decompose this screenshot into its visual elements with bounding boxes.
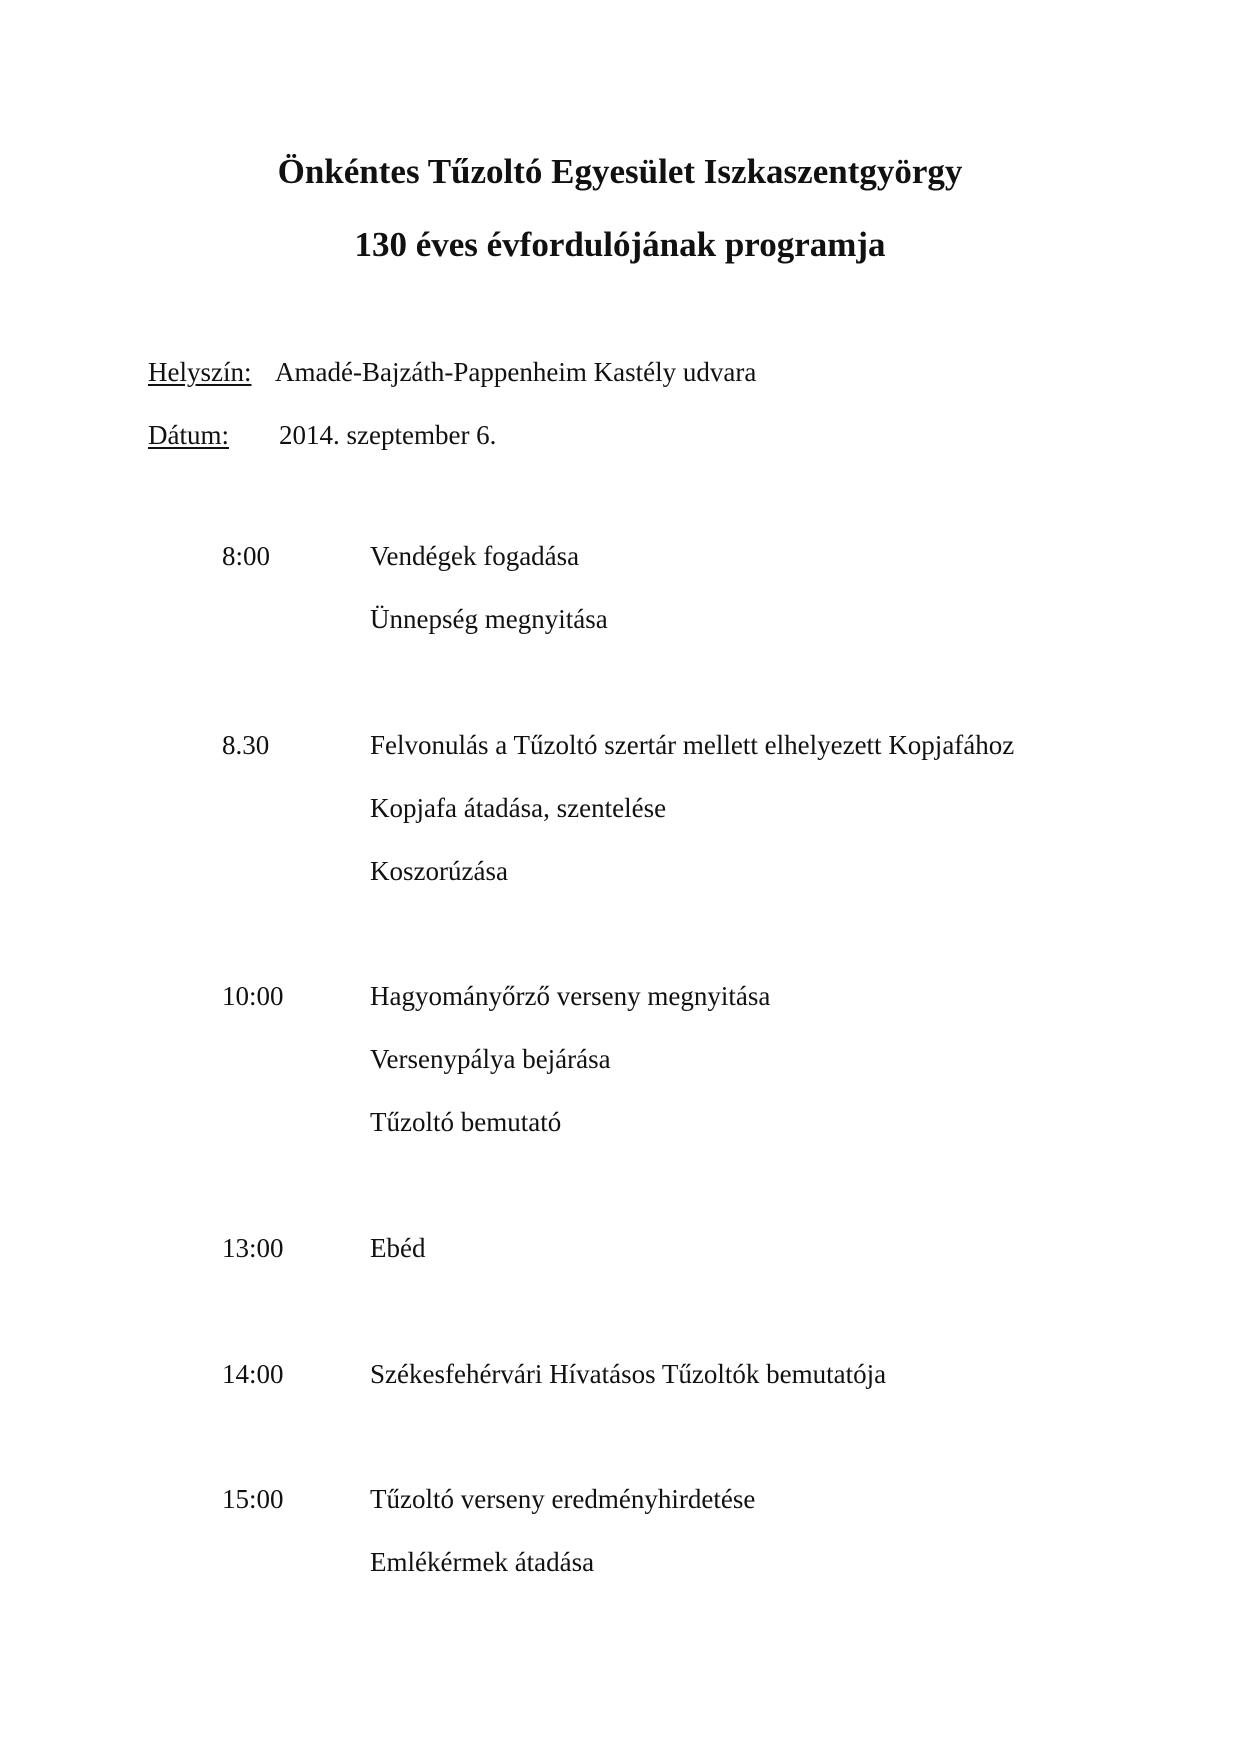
schedule-items	[370, 540, 608, 666]
schedule-items	[370, 1483, 755, 1609]
page-subtitle: 130 éves évfordulójának programja	[354, 225, 886, 264]
schedule-time: 8.30	[222, 730, 270, 760]
date-row	[148, 419, 497, 451]
schedule-item: Koszorúzása	[370, 856, 508, 886]
schedule-item: Felvonulás a Tűzoltó szertár mellett elhelyezett Kopjafához	[370, 730, 1015, 760]
location-row	[148, 356, 757, 388]
schedule-item: Székesfehérvári Hívatásos Tűzoltók bemutatója	[370, 1359, 887, 1389]
schedule-item: Versenypálya bejárása	[370, 1044, 611, 1074]
schedule-items	[370, 980, 770, 1169]
schedule-items	[370, 1232, 425, 1295]
date-label: Dátum:	[148, 420, 229, 450]
schedule-items	[370, 729, 1014, 918]
location-value: Amadé-Bajzáth-Pappenheim Kastély udvara	[275, 357, 757, 387]
schedule-time: 8:00	[222, 541, 271, 571]
location-label: Helyszín:	[148, 357, 252, 387]
schedule-time: 15:00	[222, 1484, 284, 1514]
schedule-item: Vendégek fogadása	[370, 541, 580, 571]
schedule-item: Kopjafa átadása, szentelése	[370, 793, 667, 823]
schedule-time: 10:00	[222, 981, 284, 1011]
schedule-item: Ünnepség megnyitása	[370, 604, 608, 634]
schedule-item: Ebéd	[370, 1233, 426, 1263]
page-title: Önkéntes Tűzoltó Egyesület Iszkaszentgyörgy	[277, 152, 963, 191]
schedule-time: 13:00	[222, 1233, 284, 1263]
schedule-time: 14:00	[222, 1359, 284, 1389]
schedule-item: Hagyományőrző verseny megnyitása	[370, 981, 771, 1011]
schedule-items	[370, 1358, 886, 1421]
schedule-item: Tűzoltó bemutató	[370, 1107, 562, 1137]
date-value: 2014. szeptember 6.	[279, 420, 497, 450]
schedule-item: Tűzoltó verseny eredményhirdetése	[370, 1484, 756, 1514]
schedule-item: Emlékérmek átadása	[370, 1547, 595, 1577]
